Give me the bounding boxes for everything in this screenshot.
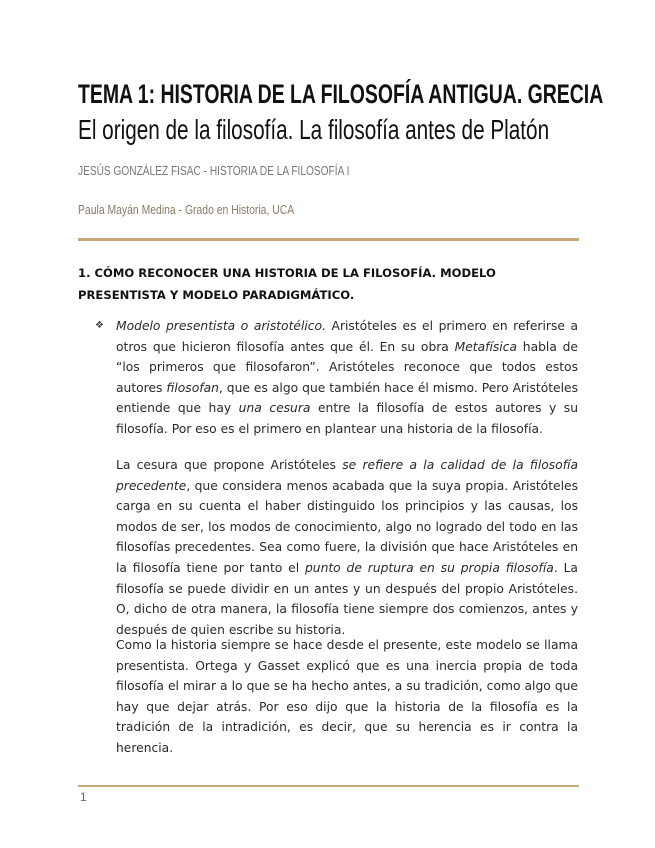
text-run: habla de “los primeros que filosofaron”. Aristóteles reconoce que todos estos autores bbox=[116, 339, 578, 395]
text-run: , que es algo que también hace él mismo. Pero Aristóteles entiende que hay bbox=[116, 380, 578, 416]
text-run: . La filosofía se puede dividir en un antes y un después del propio Aristóteles. O, dicho de otra manera, la filosofía tiene siempre dos comienzos, antes y después de quien escribe su historia. bbox=[116, 560, 578, 637]
emphasis-text: una cesura bbox=[238, 401, 311, 416]
text-run: , que considera menos acabada que la suya propia. Aristóteles carga en su cuenta el haber distinguido los principios y las causas, los modos de ser, los modos de conocimiento, algo no logrado del todo en las filosofías precedentes. Sea como fuere, la división que hace Aristóteles en la filosofía tiene por tanto el bbox=[116, 478, 578, 575]
paragraph bbox=[116, 316, 578, 440]
text-run: Como la historia siempre se hace desde el presente, este modelo se llama presentista. Ortega y Gasset explicó que es una inercia propia de toda filosofía el mirar a lo que se ha hecho antes, a su tradición, como algo que hay que dejar atrás. Por eso dijo que la historia de la filosofía es la tradición de la intradición, es decir, que su herencia es ir contra la herencia. bbox=[116, 638, 578, 755]
emphasis-text: Metafísica bbox=[454, 339, 518, 354]
header-divider bbox=[78, 238, 579, 241]
author-line: JESÚS GONZÁLEZ FISAC - HISTORIA DE LA FILOSOFÍA I bbox=[78, 163, 350, 178]
page-number: 1 bbox=[80, 790, 87, 804]
paragraph bbox=[116, 455, 578, 640]
emphasis-text: Modelo presentista o aristotélico. bbox=[116, 319, 326, 333]
emphasis-text: filosofan bbox=[166, 380, 219, 395]
text-run: entre la filosofía de estos autores y su filosofía. Por eso es el primero en plantear una historia de la filosofía. bbox=[116, 401, 578, 436]
document-title: TEMA 1: HISTORIA DE LA FILOSOFÍA ANTIGUA. GRECIA bbox=[78, 79, 604, 109]
paragraph bbox=[116, 635, 578, 759]
section-heading: 1. CÓMO RECONOCER UNA HISTORIA DE LA FILOSOFÍA. MODELO PRESENTISTA Y MODELO PARADIGMÁTICO. bbox=[78, 266, 496, 302]
diamond-bullet-icon: ❖ bbox=[95, 320, 104, 331]
emphasis-text: punto de ruptura en su propia filosofía bbox=[304, 560, 554, 575]
document-subtitle: El origen de la filosofía. La filosofía antes de Platón bbox=[78, 114, 550, 145]
text-run: Aristóteles es el primero en referirse a otros que hicieron filosofía antes que él. En su obra bbox=[116, 319, 579, 354]
student-line: Paula Mayán Medina - Grado en Historia, UCA bbox=[78, 202, 295, 217]
text-run: La cesura que propone Aristóteles bbox=[116, 458, 343, 472]
footer-divider bbox=[78, 785, 579, 787]
emphasis-text: se refiere a la calidad de la filosofía precedente bbox=[116, 458, 578, 493]
